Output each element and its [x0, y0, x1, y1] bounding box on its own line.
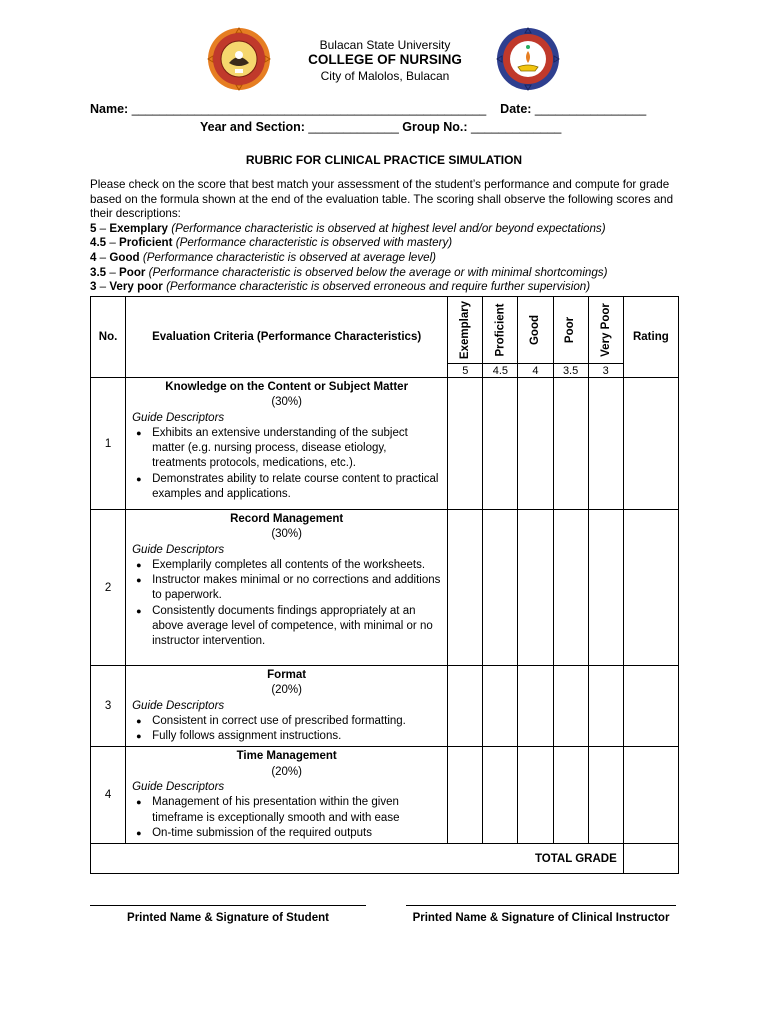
- criterion-cell: [126, 378, 448, 510]
- scale-score: 4.5: [90, 236, 107, 250]
- criterion-cell: [126, 510, 448, 666]
- header-score-exemplary: Exemplary: [448, 297, 483, 364]
- instructor-signature: [406, 905, 676, 924]
- table-header-row: [91, 297, 679, 364]
- scale-description: (Performance characteristic is observed erroneous and require further supervision): [166, 280, 591, 294]
- descriptor-item: ● Consistently documents findings appropriately at an above average level of competence, with minimal or no instructor intervention.: [152, 604, 441, 650]
- student-signature: [90, 905, 366, 924]
- university-seal-icon: [207, 27, 271, 91]
- total-grade-label: TOTAL GRADE: [91, 844, 624, 874]
- page-title: RUBRIC FOR CLINICAL PRACTICE SIMULATION: [245, 153, 523, 167]
- scale-score: 3: [90, 280, 97, 294]
- score-value-exemplary: 5: [448, 364, 483, 378]
- descriptor-list: [132, 558, 441, 650]
- scale-score: 5: [90, 221, 97, 235]
- scale-description: (Performance characteristic is observed with mastery): [175, 236, 453, 250]
- descriptor-item: ● Consistent in correct use of prescribed formatting.: [152, 714, 441, 729]
- score-checkbox-good[interactable]: [518, 666, 553, 747]
- scale-item: 4 – Good (Performance characteristic is observed at average level): [90, 250, 437, 264]
- scale-label: Exemplary: [109, 221, 168, 235]
- score-checkbox-good[interactable]: [518, 378, 553, 510]
- criterion-weight: (20%): [271, 765, 302, 778]
- guide-descriptors-label: Guide Descriptors: [132, 781, 225, 794]
- score-checkbox-poor[interactable]: [553, 510, 588, 666]
- descriptor-item: ● Instructor makes minimal or no corrections and additions to paperwork.: [152, 573, 441, 604]
- criterion-title: Time Management: [236, 750, 337, 763]
- guide-descriptors-label: Guide Descriptors: [132, 411, 225, 424]
- scale-item: 3 – Very poor (Performance characteristic is observed erroneous and require further supervision): [90, 280, 591, 294]
- descriptor-list: [132, 426, 441, 502]
- score-value-very-poor: 3: [588, 364, 623, 378]
- score-checkbox-proficient[interactable]: [483, 510, 518, 666]
- header-rating: Rating: [623, 297, 678, 378]
- score-value-poor: 3.5: [553, 364, 588, 378]
- score-checkbox-good[interactable]: [518, 510, 553, 666]
- scale-score: 4: [90, 250, 97, 264]
- date-field[interactable]: ________________: [534, 102, 647, 116]
- student-signature-label: Printed Name & Signature of Student: [127, 912, 329, 924]
- descriptor-item: ● Exemplarily completes all contents of the worksheets.: [152, 558, 441, 573]
- year-section-label: Year and Section:: [200, 120, 305, 134]
- guide-descriptors-label: Guide Descriptors: [132, 699, 225, 712]
- table-row: [91, 378, 679, 510]
- criterion-title: Format: [267, 669, 307, 681]
- scale-item: 4.5 – Proficient (Performance characteristic is observed with mastery): [90, 236, 453, 250]
- college-seal-icon: [496, 27, 560, 91]
- score-checkbox-good[interactable]: [518, 747, 553, 844]
- institution-header: [290, 38, 480, 83]
- criterion-number: 3: [91, 666, 126, 747]
- header-score-good: Good: [518, 297, 553, 364]
- header-criteria: Evaluation Criteria (Performance Characteristics): [126, 297, 448, 378]
- score-checkbox-very-poor[interactable]: [588, 666, 623, 747]
- header-score-proficient: Proficient: [483, 297, 518, 364]
- city-name: City of Malolos, Bulacan: [320, 68, 450, 83]
- table-row: [91, 666, 679, 747]
- group-field[interactable]: _____________: [471, 120, 562, 134]
- name-label: Name:: [90, 102, 129, 116]
- descriptor-list: [132, 795, 441, 841]
- instructions-text: Please check on the score that best match your assessment of the student’s performance and compute for grade based on the formula shown at the end of the evaluation table. The scoring shall observe the following scores and their descriptions:: [90, 178, 674, 221]
- instructor-signature-label: Printed Name & Signature of Clinical Instructor: [412, 912, 670, 924]
- criterion-weight: (30%): [271, 396, 302, 409]
- scale-label: Good: [109, 250, 140, 264]
- score-checkbox-very-poor[interactable]: [588, 378, 623, 510]
- score-checkbox-poor[interactable]: [553, 666, 588, 747]
- scale-item: 3.5 – Poor (Performance characteristic is observed below the average or with minimal shortcomings): [90, 265, 608, 279]
- rating-cell[interactable]: [623, 666, 678, 747]
- score-checkbox-exemplary[interactable]: [448, 747, 483, 844]
- table-row: [91, 510, 679, 666]
- score-checkbox-proficient[interactable]: [483, 378, 518, 510]
- total-grade-cell[interactable]: [623, 844, 678, 874]
- group-label: Group No.:: [402, 120, 468, 134]
- scale-item: 5 – Exemplary (Performance characteristic is observed at highest level and/or beyond expectations): [90, 221, 606, 235]
- descriptor-item: ● Fully follows assignment instructions.: [152, 729, 441, 744]
- scale-label: Poor: [119, 265, 146, 279]
- university-name: Bulacan State University: [319, 38, 451, 52]
- date-label: Date:: [500, 102, 532, 116]
- score-value-proficient: 4.5: [483, 364, 518, 378]
- header-score-very-poor: Very Poor: [588, 297, 623, 364]
- descriptor-list: [132, 714, 441, 745]
- scale-label: Proficient: [119, 236, 173, 250]
- college-name: COLLEGE OF NURSING: [308, 52, 462, 68]
- total-grade-row: [91, 844, 679, 874]
- header-no: No.: [91, 297, 126, 378]
- score-scale-list: [90, 222, 680, 295]
- criterion-weight: (20%): [271, 684, 302, 697]
- scale-description: (Performance characteristic is observed below the average or with minimal shortcomings): [148, 265, 608, 279]
- criterion-weight: (30%): [271, 528, 302, 541]
- rating-cell[interactable]: [623, 510, 678, 666]
- name-date-row: [90, 102, 646, 116]
- score-checkbox-poor[interactable]: [553, 747, 588, 844]
- year-section-field[interactable]: _____________: [308, 120, 399, 134]
- rating-cell[interactable]: [623, 747, 678, 844]
- score-checkbox-exemplary[interactable]: [448, 510, 483, 666]
- instructions-block: [90, 178, 680, 295]
- criterion-number: 1: [91, 378, 126, 510]
- criterion-number: 2: [91, 510, 126, 666]
- score-value-good: 4: [518, 364, 553, 378]
- criterion-number: 4: [91, 747, 126, 844]
- year-group-row: [200, 120, 561, 134]
- criterion-cell: [126, 747, 448, 844]
- rubric-table: [90, 296, 679, 874]
- descriptor-item: ● Demonstrates ability to relate course content to practical examples and applications.: [152, 472, 441, 503]
- table-row: [91, 747, 679, 844]
- scale-label: Very poor: [109, 280, 163, 294]
- criterion-cell: [126, 666, 448, 747]
- student-signature-line[interactable]: [90, 905, 366, 906]
- score-checkbox-exemplary[interactable]: [448, 378, 483, 510]
- scale-description: (Performance characteristic is observed at highest level and/or beyond expectations): [171, 221, 606, 235]
- score-checkbox-poor[interactable]: [553, 378, 588, 510]
- instructor-signature-line[interactable]: [406, 905, 676, 906]
- score-checkbox-proficient[interactable]: [483, 666, 518, 747]
- criterion-title: Record Management: [230, 513, 344, 525]
- guide-descriptors-label: Guide Descriptors: [132, 543, 225, 556]
- score-checkbox-proficient[interactable]: [483, 747, 518, 844]
- name-field[interactable]: ___________________________________________________: [131, 102, 487, 116]
- rating-cell[interactable]: [623, 378, 678, 510]
- score-checkbox-very-poor[interactable]: [588, 747, 623, 844]
- scale-score: 3.5: [90, 265, 107, 279]
- score-checkbox-very-poor[interactable]: [588, 510, 623, 666]
- descriptor-item: ● On-time submission of the required outputs: [152, 826, 441, 841]
- score-checkbox-exemplary[interactable]: [448, 666, 483, 747]
- criterion-title: Knowledge on the Content or Subject Matter: [165, 381, 409, 393]
- descriptor-item: ● Management of his presentation within the given timeframe is exceptionally smooth and with ease: [152, 795, 441, 826]
- descriptor-item: ● Exhibits an extensive understanding of the subject matter (e.g. nursing process, disease etiology, treatments protocols, medications, etc.).: [152, 426, 441, 472]
- header-score-poor: Poor: [553, 297, 588, 364]
- scale-description: (Performance characteristic is observed at average level): [142, 250, 437, 264]
